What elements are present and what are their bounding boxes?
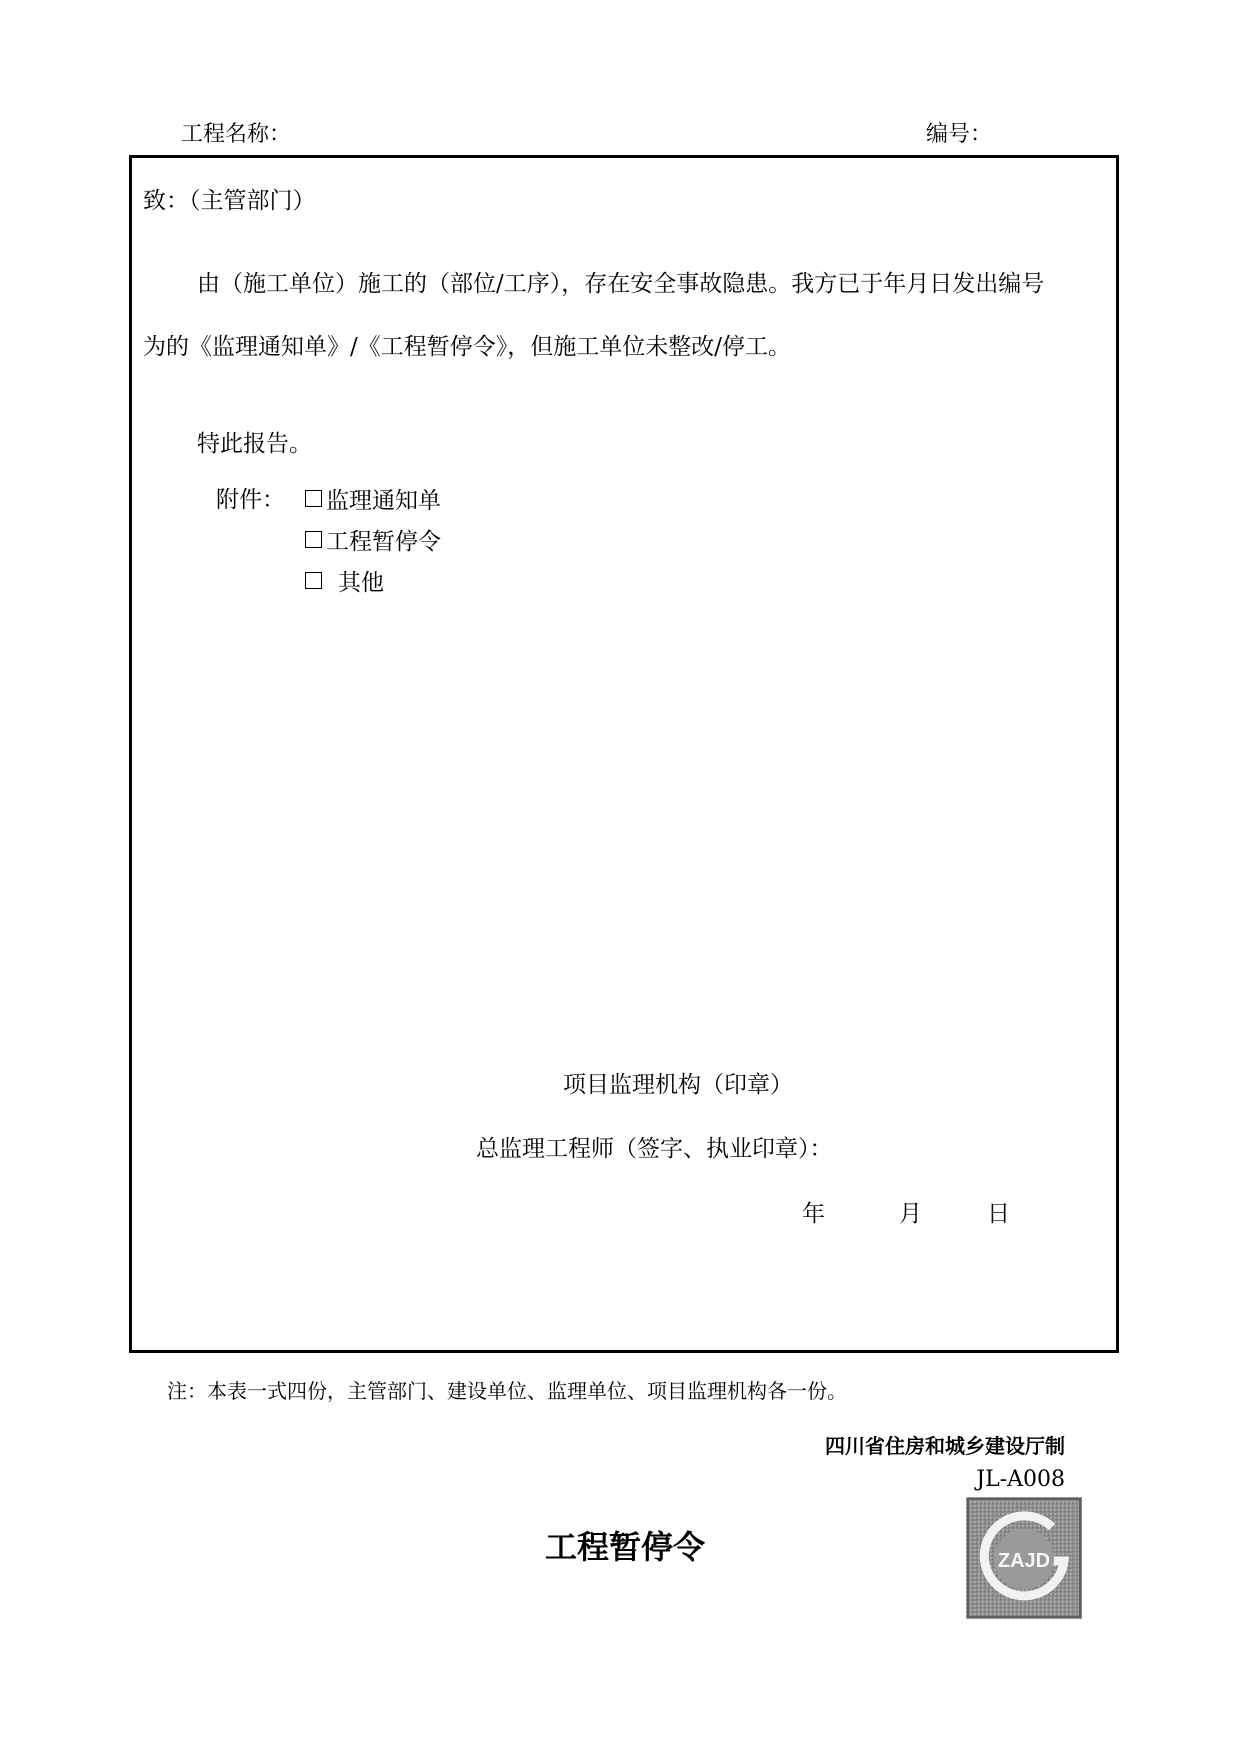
zajd-logo-seal-icon bbox=[966, 1497, 1082, 1619]
addressee: 致：（主管部门） bbox=[143, 188, 316, 214]
attachment-option-label: 监理通知单 bbox=[326, 488, 441, 514]
checkbox-icon[interactable] bbox=[305, 531, 322, 548]
logo-text: ZAJD bbox=[997, 1550, 1051, 1572]
attachments-label: 附件： bbox=[216, 487, 285, 513]
attachment-option-other[interactable] bbox=[305, 564, 384, 597]
chief-engineer-signature-label: 总监理工程师（签字、执业印章）： bbox=[476, 1136, 833, 1162]
form-title: 工程暂停令 bbox=[545, 1528, 706, 1566]
date-day-label: 日 bbox=[987, 1201, 1010, 1227]
attachment-option-label: 其他 bbox=[338, 570, 384, 596]
supervision-org-seal-label: 项目监理机构（印章） bbox=[563, 1072, 793, 1098]
report-paragraph-line-2: 为的《监理通知单》/《工程暂停令》，但施工单位未整改/停工。 bbox=[143, 334, 791, 360]
checkbox-icon[interactable] bbox=[305, 572, 322, 589]
footnote: 注：本表一式四份，主管部门、建设单位、监理单位、项目监理机构各一份。 bbox=[167, 1379, 847, 1403]
checkbox-icon[interactable] bbox=[305, 490, 322, 507]
attachment-option-notice[interactable] bbox=[305, 482, 441, 515]
project-name-label: 工程名称： bbox=[181, 122, 292, 147]
serial-number-label: 编号： bbox=[926, 122, 993, 147]
form-code: JL-A008 bbox=[976, 1467, 1065, 1492]
date-month-label: 月 bbox=[899, 1201, 922, 1227]
attachment-option-label: 工程暂停令 bbox=[326, 529, 441, 555]
issuing-authority: 四川省住房和城乡建设厅制 bbox=[825, 1434, 1065, 1458]
report-paragraph-line-1: 由（施工单位）施工的（部位/工序），存在安全事故隐患。我方已于年月日发出编号 bbox=[197, 271, 1045, 297]
attachment-option-suspension-order[interactable] bbox=[305, 523, 441, 556]
date-year-label: 年 bbox=[802, 1201, 825, 1227]
closing-statement: 特此报告。 bbox=[197, 431, 312, 457]
